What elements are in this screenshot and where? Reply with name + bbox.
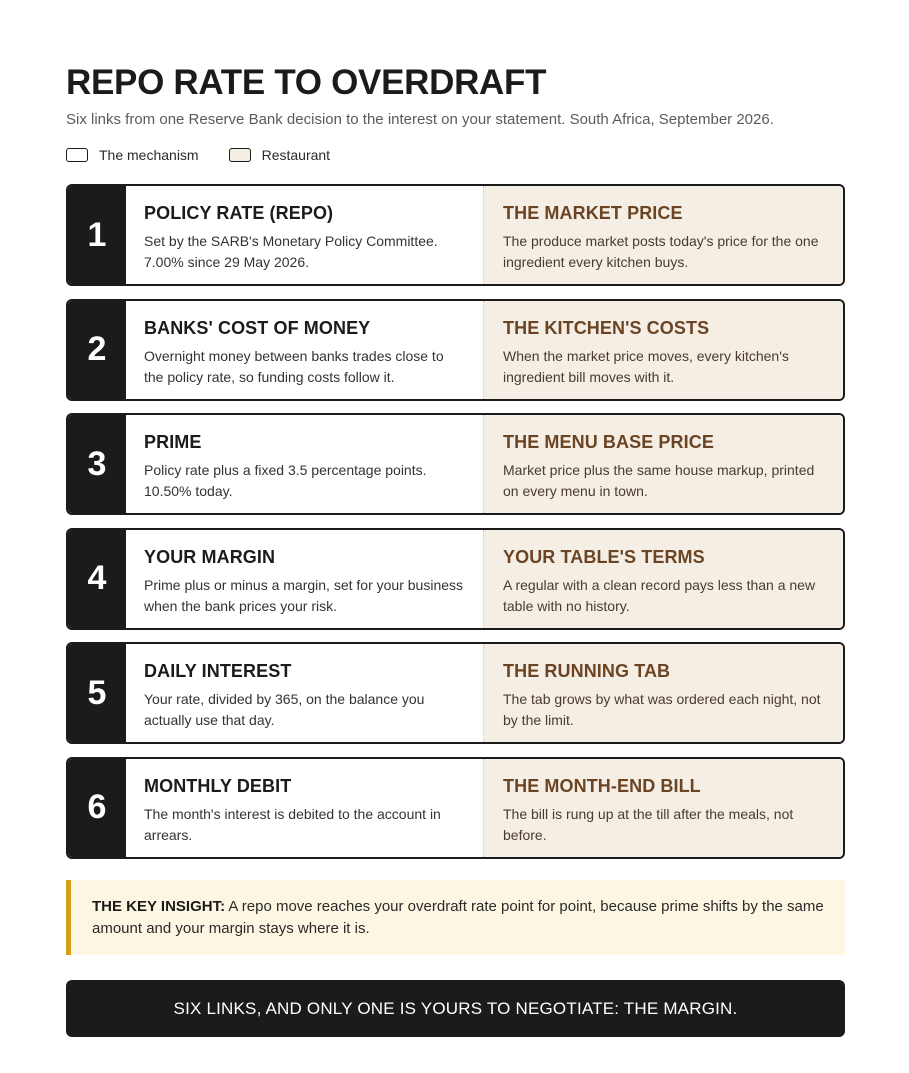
link-row	[66, 642, 845, 744]
key-insight-label: THE KEY INSIGHT:	[92, 898, 226, 915]
link-row	[66, 528, 845, 630]
restaurant-cell	[484, 415, 843, 513]
legend	[66, 147, 360, 163]
key-insight-callout	[66, 880, 845, 955]
mechanism-body: Overnight money between banks trades close to the policy rate, so funding costs follow it.	[144, 347, 444, 385]
link-number: 2	[68, 301, 126, 399]
link-row	[66, 757, 845, 859]
legend-item-restaurant	[229, 147, 330, 163]
link-number: 3	[68, 415, 126, 513]
restaurant-cell	[484, 759, 843, 857]
restaurant-cell	[484, 530, 843, 628]
restaurant-body: The tab grows by what was ordered each night, not by the limit.	[503, 691, 821, 729]
link-number: 1	[68, 186, 126, 284]
mechanism-cell	[126, 759, 484, 857]
restaurant-title: THE MENU BASE PRICE	[503, 432, 714, 453]
page-subtitle: Six links from one Reserve Bank decision to the interest on your statement. South Africa, September 2026.	[66, 111, 774, 128]
mechanism-cell	[126, 301, 484, 399]
mechanism-cell	[126, 644, 484, 742]
mechanism-cell	[126, 186, 484, 284]
restaurant-title: THE RUNNING TAB	[503, 661, 671, 682]
footer-banner: SIX LINKS, AND ONLY ONE IS YOURS TO NEGOTIATE: THE MARGIN.	[66, 980, 845, 1037]
legend-swatch-mechanism	[66, 148, 88, 162]
link-number: 5	[68, 644, 126, 742]
mechanism-body: Set by the SARB's Monetary Policy Committee. 7.00% since 29 May 2026.	[144, 233, 438, 270]
link-number: 6	[68, 759, 126, 857]
mechanism-title: DAILY INTEREST	[144, 661, 292, 682]
mechanism-title: PRIME	[144, 432, 202, 453]
mechanism-title: BANKS' COST OF MONEY	[144, 317, 371, 338]
mechanism-body: Your rate, divided by 365, on the balance you actually use that day.	[144, 691, 425, 729]
mechanism-cell	[126, 415, 484, 513]
restaurant-body: The bill is rung up at the till after the meals, not before.	[503, 805, 794, 843]
mechanism-body: Policy rate plus a fixed 3.5 percentage points. 10.50% today.	[144, 462, 427, 500]
legend-label-restaurant: Restaurant	[261, 147, 331, 163]
restaurant-body: The produce market posts today's price for the one ingredient every kitchen buys.	[503, 233, 819, 270]
link-row	[66, 413, 845, 515]
restaurant-body: Market price plus the same house markup, printed on every menu in town.	[503, 462, 815, 500]
page-title: REPO RATE TO OVERDRAFT	[66, 63, 547, 102]
restaurant-cell	[484, 301, 843, 399]
mechanism-title: YOUR MARGIN	[144, 546, 276, 567]
restaurant-body: When the market price moves, every kitchen's ingredient bill moves with it.	[503, 347, 789, 385]
restaurant-title: YOUR TABLE'S TERMS	[503, 546, 705, 567]
restaurant-title: THE MARKET PRICE	[503, 203, 683, 223]
link-row	[66, 184, 845, 286]
legend-swatch-restaurant	[229, 148, 251, 162]
legend-item-mechanism	[66, 147, 199, 163]
link-list	[66, 184, 845, 872]
mechanism-cell	[126, 530, 484, 628]
mechanism-body: Prime plus or minus a margin, set for your business when the bank prices your risk.	[144, 576, 464, 614]
mechanism-body: The month's interest is debited to the account in arrears.	[144, 805, 441, 843]
restaurant-cell	[484, 186, 843, 284]
legend-label-mechanism: The mechanism	[99, 147, 199, 163]
restaurant-cell	[484, 644, 843, 742]
mechanism-title: POLICY RATE (REPO)	[144, 203, 334, 223]
link-number: 4	[68, 530, 126, 628]
restaurant-title: THE MONTH-END BILL	[503, 775, 701, 796]
restaurant-body: A regular with a clean record pays less than a new table with no history.	[503, 576, 816, 614]
link-row	[66, 299, 845, 401]
restaurant-title: THE KITCHEN'S COSTS	[503, 317, 710, 338]
mechanism-title: MONTHLY DEBIT	[144, 775, 292, 796]
key-insight-text: A repo move reaches your overdraft rate point for point, because prime shifts by the same amount and your margin stays where it is.	[92, 898, 824, 937]
